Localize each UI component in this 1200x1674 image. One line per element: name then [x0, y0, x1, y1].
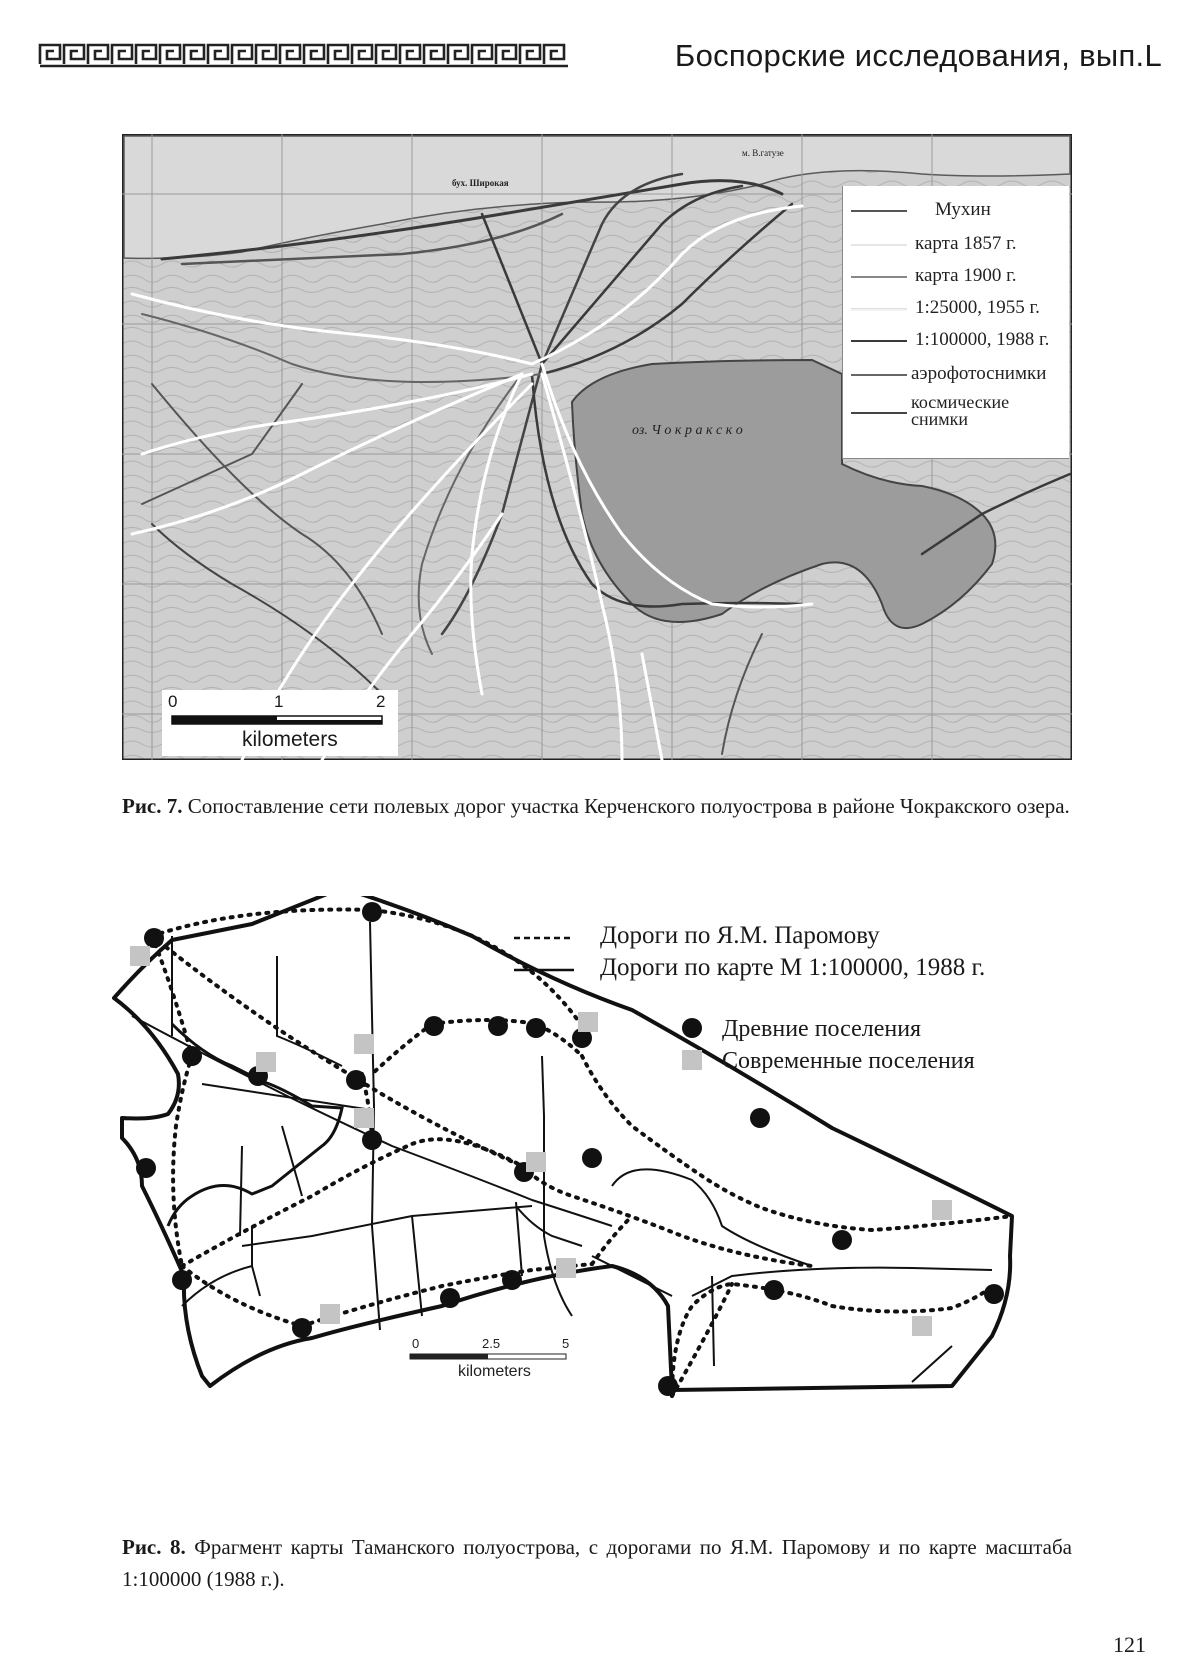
legend-label: карта 1857 г.: [915, 233, 1017, 254]
page-header: [38, 38, 1162, 78]
scale-unit-label: kilometers: [242, 728, 338, 751]
journal-title: Боспорские исследования, вып.L: [674, 38, 1162, 73]
figure-8-caption: [122, 1531, 1072, 1595]
legend-line-swatch: [851, 244, 907, 246]
figure-8-legend: [112, 896, 1078, 1096]
legend-item: [851, 394, 1065, 434]
legend-item: [851, 296, 1065, 326]
caption-prefix: Рис. 8.: [122, 1535, 186, 1559]
caption-prefix: Рис. 7.: [122, 794, 183, 818]
scale-tick-label: 0: [168, 692, 178, 711]
legend-item: [851, 198, 1065, 228]
lake-label: оз. Ч о к р а к с к о: [632, 423, 743, 438]
legend-label: аэрофотоснимки: [911, 363, 1047, 384]
cape-label: м. В.гатузе: [742, 148, 784, 158]
figure-7-legend: [842, 186, 1069, 459]
legend-label: Мухин: [935, 199, 991, 220]
caption-text: Сопоставление сети полевых дорог участка Керченского полуострова в районе Чокракского озера.: [182, 794, 1070, 818]
legend-line-swatch: [851, 340, 907, 342]
scale-tick-label: 2.5: [482, 1336, 501, 1351]
legend-line-swatch: [851, 210, 907, 212]
scale-tick-label: 1: [274, 692, 284, 711]
legend-label: карта 1900 г.: [915, 265, 1017, 286]
legend-line-swatch: [851, 308, 907, 311]
legend-item: [851, 264, 1065, 294]
legend-line-swatch: [851, 374, 907, 376]
legend-label: космические снимки: [911, 392, 1010, 429]
legend-item: [851, 362, 1065, 392]
scale-tick-label: 0: [412, 1336, 420, 1351]
bay-label: бух. Широкая: [452, 178, 509, 188]
scale-tick-label: 2: [376, 692, 386, 711]
legend-item: [851, 232, 1065, 262]
scale-tick-label: 5: [562, 1336, 570, 1351]
legend-line-swatch: [851, 276, 907, 278]
figure-7-caption: [122, 790, 1072, 822]
caption-text: Фрагмент карты Таманского полуострова, с дорогами по Я.М. Паромову и по карте масштаба 1:100000 (1988 г.).: [122, 1535, 1072, 1591]
legend-item: [851, 328, 1065, 358]
legend-label-map-roads: Дороги по карте М 1:100000, 1988 г.: [600, 954, 986, 981]
legend-label-ancient: Древние поселения: [722, 1016, 922, 1042]
page-number: 121: [1113, 1632, 1146, 1657]
scale-unit-label: kilometers: [458, 1363, 531, 1380]
legend-label: 1:25000, 1955 г.: [915, 297, 1040, 318]
figure-7-scale-bar: [162, 690, 398, 756]
legend-label-paromov-roads: Дороги по Я.М. Паромову: [600, 922, 880, 949]
figure-8-map: [112, 896, 1078, 1466]
figure-8-scale-bar: [410, 1336, 569, 1380]
legend-line-swatch: [851, 412, 907, 414]
legend-label: 1:100000, 1988 г.: [915, 329, 1050, 350]
figure-7-map: [122, 134, 1072, 760]
legend-label-modern: Современные поселения: [722, 1048, 975, 1074]
meander-ornament: [38, 42, 578, 68]
